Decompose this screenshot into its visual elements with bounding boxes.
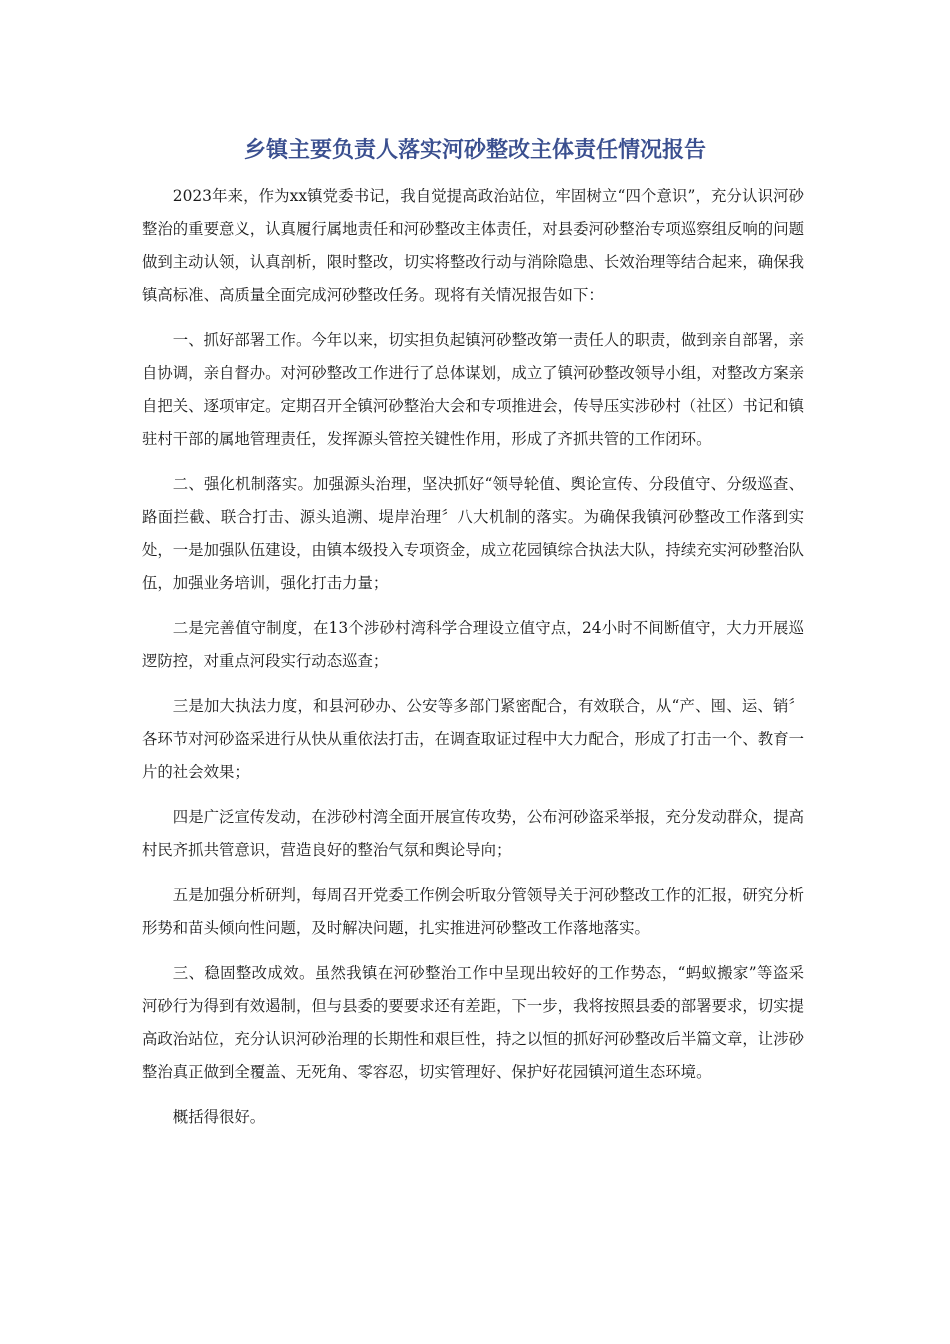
paragraph-item-5: 五是加强分析研判，每周召开党委工作例会听取分管领导关于河砂整改工作的汇报，研究分析形势和苗头倾向性问题，及时解决问题，扎实推进河砂整改工作落地落实。 — [142, 886, 804, 937]
paragraph-item-4: 四是广泛宣传发动，在涉砂村湾全面开展宣传攻势，公布河砂盗采举报，充分发动群众，提高村民齐抓共管意识，营造良好的整治气氛和舆论导向； — [142, 808, 804, 859]
paragraph-intro: 2023年来，作为xx镇党委书记，我自觉提高政治站位，牢固树立“四个意识”，充分认识河砂整治的重要意义，认真履行属地责任和河砂整改主体责任，对县委河砂整治专项巡察组反响的问题做到主动认领，认真剖析，限时整改，切实将整改行动与消除隐患、长效治理等结合起来，确保我镇高标准、高质量全面完成河砂整改任务。现将有关情况报告如下： — [142, 187, 804, 304]
document-title: 乡镇主要负责人落实河砂整改主体责任情况报告 — [243, 138, 706, 163]
paragraph-item-3: 三是加大执法力度，和县河砂办、公安等多部门紧密配合，有效联合，从“产、囤、运、销〞各环节对河砂盗采进行从快从重依法打击，在调查取证过程中大力配合，形成了打击一个、教育一片的社会效果； — [142, 697, 804, 781]
paragraph-section-1: 一、抓好部署工作。今年以来，切实担负起镇河砂整改第一责任人的职责，做到亲自部署，亲自协调，亲自督办。对河砂整改工作进行了总体谋划，成立了镇河砂整改领导小组，对整改方案亲自把关、逐项审定。定期召开全镇河砂整治大会和专项推进会，传导压实涉砂村（社区）书记和镇驻村干部的属地管理责任，发挥源头管控关键性作用，形成了齐抓共管的工作闭环。 — [142, 331, 804, 448]
document-body — [142, 180, 804, 1146]
paragraph-section-2: 二、强化机制落实。加强源头治理，坚决抓好“领导轮值、舆论宣传、分段值守、分级巡查、路面拦截、联合打击、源头追溯、堤岸治理〞八大机制的落实。为确保我镇河砂整改工作落到实处，一是加强队伍建设，由镇本级投入专项资金，成立花园镇综合执法大队，持续充实河砂整治队伍，加强业务培训，强化打击力量； — [142, 475, 804, 592]
paragraph-closing: 概括得很好。 — [172, 1108, 266, 1126]
paragraph-item-2: 二是完善值守制度，在13个涉砂村湾科学合理设立值守点，24小时不间断值守，大力开展巡逻防控，对重点河段实行动态巡查； — [142, 619, 804, 670]
paragraph-section-3: 三、稳固整改成效。虽然我镇在河砂整治工作中呈现出较好的工作势态，“蚂蚁搬家”等盗采河砂行为得到有效遏制，但与县委的要要求还有差距，下一步，我将按照县委的部署要求，切实提高政治站位，充分认识河砂治理的长期性和艰巨性，持之以恒的抓好河砂整改后半篇文章，让涉砂整治真正做到全覆盖、无死角、零容忍，切实管理好、保护好花园镇河道生态环境。 — [142, 964, 804, 1081]
